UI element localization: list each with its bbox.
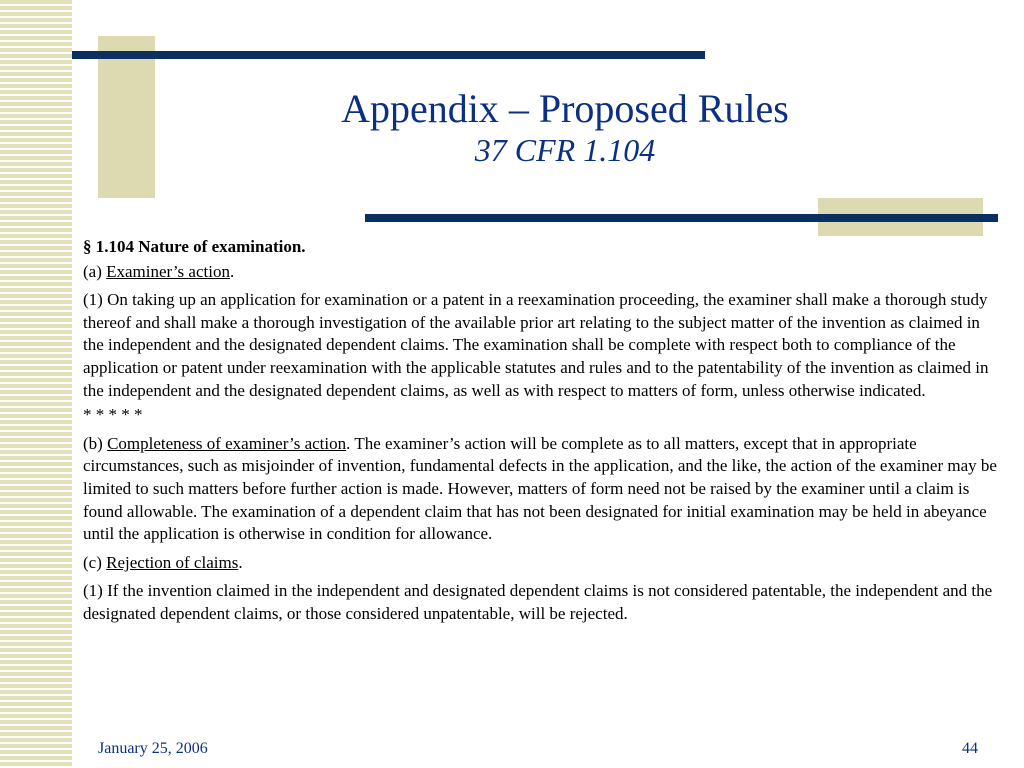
title-block bbox=[180, 86, 950, 168]
left-striped-border bbox=[0, 0, 72, 768]
paragraph-c-suffix: . bbox=[238, 552, 243, 572]
decor-bar-bottom bbox=[365, 214, 998, 222]
decor-box-top bbox=[98, 36, 155, 198]
paragraph-c1: (1) If the invention claimed in the independent and designated dependent claims is not considered patentable, the independent and the designated dependent claims, or those considered unpatentable, will be rejected. bbox=[83, 581, 993, 623]
decor-bar-top bbox=[72, 51, 705, 59]
paragraph-c-prefix: (c) bbox=[83, 552, 107, 572]
slide-title: Appendix – Proposed Rules bbox=[341, 86, 789, 131]
paragraph-b-title: Completeness of examiner’s action bbox=[107, 433, 347, 453]
paragraph-a-title: Examiner’s action bbox=[106, 261, 230, 281]
paragraph-a-suffix: . bbox=[229, 261, 235, 281]
paragraph-b bbox=[83, 433, 998, 546]
slide-body bbox=[83, 236, 998, 632]
ellipsis-marker: * * * * * bbox=[83, 405, 143, 425]
paragraph-b-text: . The examiner’s action will be complete as to all matters, except that in appropriate circumstances, such as misjoinder of invention, fundamental defects in the application, and the like, the action of the examiner may be limited to such matters before further action is made. However, matters of form need not be raised by the examiner until a claim is found allowable. The examination of a dependent claim that has not been designated for initial examination may be held in abeyance until the application is otherwise in condition for allowance. bbox=[83, 433, 997, 544]
slide-subtitle: 37 CFR 1.104 bbox=[474, 132, 656, 168]
paragraph-a-prefix: (a) bbox=[83, 261, 107, 281]
footer-date: January 25, 2006 bbox=[98, 740, 208, 757]
paragraph-b-prefix: (b) bbox=[83, 433, 108, 453]
paragraph-c-title: Rejection of claims bbox=[106, 552, 239, 572]
paragraph-a bbox=[83, 261, 998, 284]
paragraph-c bbox=[83, 552, 998, 575]
section-heading: § 1.104 Nature of examination. bbox=[83, 237, 306, 256]
footer-page-number: 44 bbox=[962, 740, 978, 757]
paragraph-a1: (1) On taking up an application for examination or a patent in a reexamination proceeding, the examiner shall make a thorough study thereof and shall make a thorough investigation of the available prior art relating to the subject matter of the invention as claimed in the independent and the designated dependent claims. The examination shall be complete with respect both to compliance of the application or patent under reexamination with the applicable statutes and rules and to the patentability of the invention as claimed in the independent and the designated dependent claims, as well as with respect to matters of form, unless otherwise indicated. bbox=[83, 290, 989, 400]
